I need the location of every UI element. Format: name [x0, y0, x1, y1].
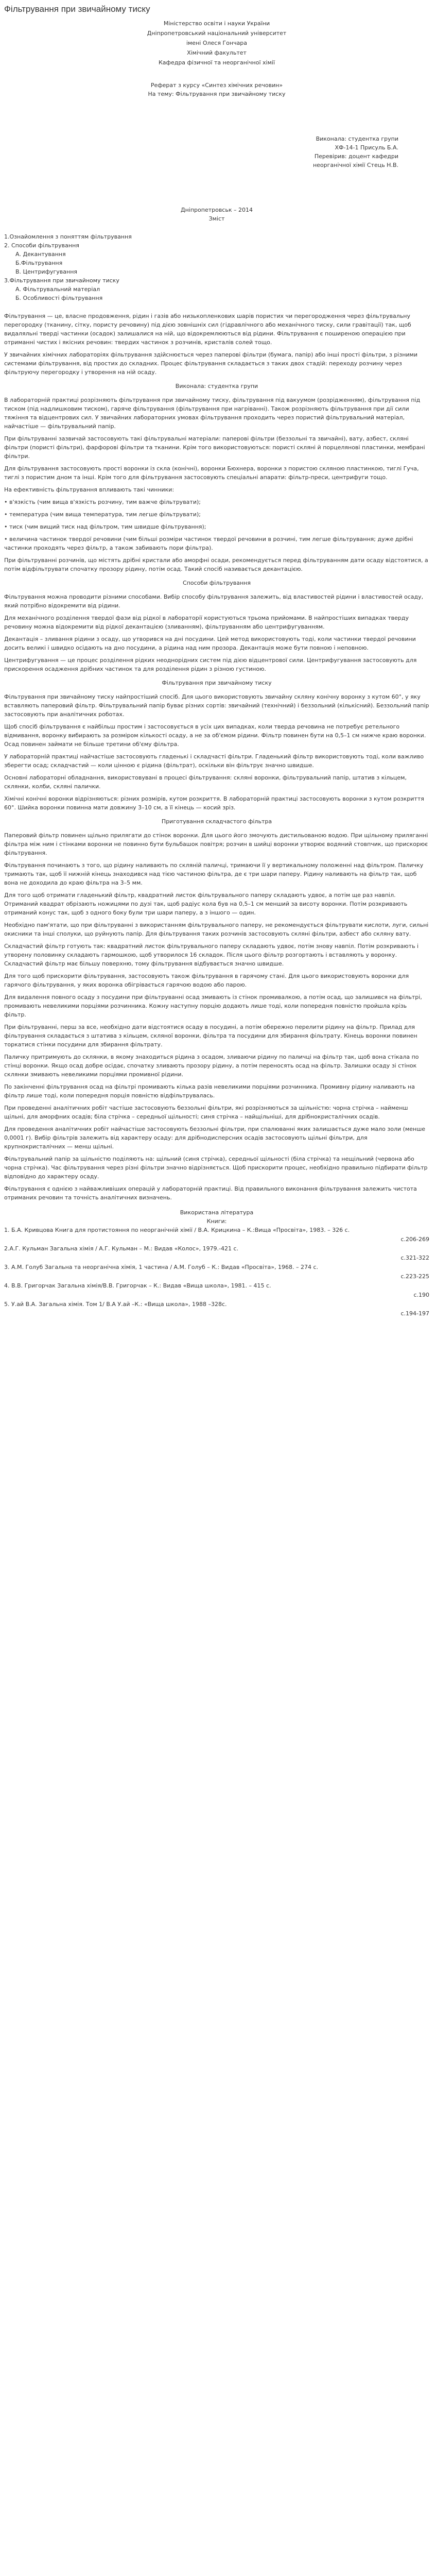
- toc-item: Б.Фільтрування: [15, 260, 63, 266]
- paragraph: У звичайних хімічних лабораторіях фільтрування здійснюється через паперові фільтри (бумага, папір) або інші прості фільтри, з різними системами фільтрування, від простих до складних. Процес фільтрування складається з таких двох стадій: переходу розчину через фільтруючу перегородку і утворення на ній осаду.: [4, 351, 417, 376]
- paragraph: Для того щоб отримати гладенький фільтр, квадратний листок фільтрувального паперу складають удвоє, а потім ще раз навпіл. Отриманий квадрат обрізають ножицями по дузі так, щоб радіус кола був на 0,5–1 см менший за висоту воронки. Потім розкривають отриманий конус так, щоб з одного боку були три шари паперу, а з іншого — один.: [4, 892, 408, 916]
- paragraph: В лабораторній практиці розрізняють фільтрування при звичайному тиску, фільтрування під вакуумом (розрідженням), фільтрування під тиском (під надлишковим тиском), гаряче фільтрування (фільтрування при нагріванні). Також розрізняють фільтрування при дії сили тяжіння та відцентрових сил. У звичайних лабораторних умовах фільтрування проходить через пористий фільтрувальний матеріал, найчастіше — фільтрувальний папір.: [4, 397, 421, 430]
- report-course: Реферат з курсу «Синтез хімічних речовин»: [150, 82, 283, 89]
- author-line-3: Перевірив: доцент кафедри: [314, 153, 398, 160]
- author-block: [4, 134, 429, 170]
- paragraph: При фільтруванні зазвичай застосовують такі фільтрувальні матеріали: паперові фільтри (беззольні та звичайні), вату, азбест, скляні фільтри (пористі фільтри), фарфорові фільтри та тканини. Крім того використовуються: пористі скляні й порцелянові пластинки, мембрані фільтри.: [4, 435, 425, 460]
- department-line: Кафедра фізичної та неорганічної хімії: [158, 59, 275, 66]
- reference-pages: с.190: [413, 1292, 429, 1298]
- toc-item: А. Декантування: [15, 251, 66, 258]
- section-heading: Приготування складчастого фільтра: [161, 818, 272, 825]
- report-topic: На тему: Фільтрування при звичайному тиску: [148, 91, 286, 97]
- paragraph: • температура (чим вища температура, тим легше фільтрувати);: [4, 511, 201, 518]
- report-block: [4, 81, 429, 98]
- paragraph: Центрифугування — це процес розділення рідких неоднорідних систем під дією відцентрової сили. Центрифугування застосовують для прискорення осадження дрібних частинок та для розділення рідин з різною густиною.: [4, 657, 417, 672]
- section-heading: Фільтрування при звичайному тиску: [162, 680, 272, 686]
- reference-pages: с.206-269: [400, 1236, 429, 1243]
- author-line-2: ХФ-14-1 Присуль Б.А.: [335, 144, 398, 151]
- paragraph: Фільтрування можна проводити різними способами. Вибір способу фільтрування залежить, від властивостей рідини і властивостей осаду, який потрібно відокремити від рідини.: [4, 594, 424, 609]
- paragraph: При фільтруванні розчинів, що містять дрібні кристали або аморфні осади, рекомендується перед фільтруванням дати осаду відстоятися, а потім відфільтрувати спочатку прозору рідину, потім осад. Такий спосіб називається декантацією.: [4, 557, 428, 572]
- toc-item: 2. Способи фільтрування: [4, 242, 79, 249]
- paragraph: Необхідно пам'ятати, що при фільтруванні з використанням фільтрувального паперу, не рекомендується фільтрувати кислоти, луги, сильні окисники та інші сполуки, що руйнують папір. Для фільтрування таких розчинів застосовують скляні фільтри, азбест або скляну вату.: [4, 922, 429, 937]
- reference-pages: с.194-197: [400, 1310, 429, 1317]
- city-year-block: [4, 206, 429, 223]
- paragraph: • величина частинок твердої речовини (чим більші розміри частинок твердої речовини в розчині, тим легше фільтрування; дуже дрібні частинки проходять через фільтр, а також забивають пори фільтра).: [4, 536, 413, 551]
- paragraph: При фільтруванні, перш за все, необхідно дати відстоятися осаду в посудині, а потім обережно перелити рідину на фільтр. Прилад для фільтрування складається з штатива з кільцем, скляної воронки, фільтра та посудини для збирання фільтрату. Кінець воронки повинен торкатися стінки посудини для збирання фільтрату.: [4, 1024, 417, 1048]
- paragraph: Фільтрування є однією з найважливіших операцій у лабораторній практиці. Від правильного виконання фільтрування залежить чистота отриманих речовин та точність аналітичних визначень.: [4, 1185, 417, 1201]
- toc-item: 3.Фільтрування при звичайному тиску: [4, 277, 119, 284]
- paragraph: Для механічного розділення твердої фази від рідкої в лабораторії користуються трьома прийомами. В найпростіших випадках тверду речовину можна відокремити від рідкої декантацією (зливанням), фільтруванням або центрифугуванням.: [4, 615, 409, 630]
- paragraph: Для того щоб прискорити фільтрування, застосовують також фільтрування в гарячому стані. Для цього використовують воронки для гарячого фільтрування, у яких воронка обігрівається гарячою водою або парою.: [4, 973, 409, 988]
- page-title: Фільтрування при звичайному тиску: [4, 4, 150, 14]
- toc-item: В. Центрифугування: [15, 268, 78, 275]
- paragraph: • в'язкість (чим вища в'язкість розчину, тим важче фільтрувати);: [4, 499, 201, 505]
- references-subheading: Книги:: [206, 1218, 227, 1225]
- references: [4, 1208, 429, 1318]
- paragraph: Фільтрувальний папір за щільністю поділяють на: щільний (синя стрічка), середньої щільності (біла стрічка) та нещільний (червона або чорна стрічка). Час фільтрування через різні фільтри значно відрізняється. Щоб прискорити процес, необхідно правильно підбирати фільтр відповідно до характеру осаду.: [4, 1156, 428, 1180]
- paragraph: Фільтрування починають з того, що рідину наливають по скляній паличці, тримаючи її у вертикальному положенні над фільтром. Паличку тримають так, щоб її нижній кінець знаходився над тією частиною фільтра, де є три шари паперу. Рідину наливають на фільтр так, щоб вона не доходила до краю фільтра на 3–5 мм.: [4, 862, 424, 886]
- document-body: [4, 19, 429, 1318]
- reference-item: 2.А.Г. Кульман Загальна хімія / А.Г. Кульман – М.: Видав «Колос», 1979.-421 с.: [4, 1245, 239, 1252]
- paragraph: Для фільтрування застосовують прості воронки із скла (конічні), воронки Бюхнера, воронки з пористою скляною пластинкою, тиглі Гуча, тиглі з пористим дном та інші. Крім того для фільтрування застосовують спеціальні апарати: фільтр-преси, центрифуги тощо.: [4, 465, 419, 481]
- reference-item: 4. В.В. Григорчак Загальна хімія/В.В. Григорчак – К.: Видав «Вища школа», 1981. – 415 с.: [4, 1282, 271, 1289]
- paragraph: Для проведення аналітичних робіт найчастіше застосовують беззольні фільтри, при спалюванні яких залишається дуже мало золи (менше 0,0001 г). Вибір фільтрів залежить від характеру осаду: для дрібнодисперсних осадів застосовують щільні фільтри, для крупнокристалічних — менш щільні.: [4, 1126, 426, 1150]
- paragraph: Паличку притримують до склянки, в якому знаходиться рідина з осадом, зливаючи рідину по паличці на фільтр так, щоб вона стікала по стінці воронки. Якщо осад добре осідає, спочатку зливають прозору рідину, а потім переносять осад на фільтр. Залишки осаду зі стінок склянки змивають невеликими порціями промивної рідини.: [4, 1054, 419, 1078]
- section-heading: Виконала: студентка групи: [175, 383, 258, 389]
- references-list: [4, 1226, 429, 1318]
- paragraph: Фільтрування при звичайному тиску найпростіший спосіб. Для цього використовують звичайну скляну конічну воронку з кутом 60°, у яку вставляють паперовий фільтр. Фільтрувальний папір буває різних сортів: звичайний (технічний) і беззольний (кількісний). Беззольний папір застосовують при аналітичних роботах.: [4, 693, 429, 718]
- faculty-line: Хімічний факультет: [187, 49, 247, 56]
- references-heading: Використана література: [180, 1209, 254, 1216]
- reference-pages: с.223-225: [400, 1273, 429, 1280]
- paragraph: Для видалення повного осаду з посудини при фільтруванні осад змивають із стінок промивалкою, а потім осад, що залишився на фільтрі, промивають невеликими порціями розчинника. Кожну наступну порцію додають лише тоді, коли попередня повністю пройшла крізь фільтр.: [4, 994, 422, 1018]
- university-line: Дніпропетровський національний університет: [147, 30, 287, 37]
- reference-item: 1. Б.А. Кривцова Книга для протистояння по неорганічній хімії / В.А. Крицкина – К.:Вища «Проcвіта», 1983. – 326 с.: [4, 1227, 350, 1233]
- paragraph: При проведенні аналітичних робіт частіше застосовують беззольні фільтри, які розрізняються за щільністю: чорна стрічка – найменш щільні, для аморфних осадів; біла стрічка – середньої щільності; синя стрічка – найщільніші, для дрібнокристалічних осадів.: [4, 1105, 408, 1120]
- city-year: Дніпропетровськ – 2014: [181, 207, 253, 213]
- paragraph: Фільтрування — це, власне продовження, рідин і газів або низькопленкових шарів пористих чи перегородження через фільтрувальну перегородку (тканину, сітку, пористу речовину) під дією зовнішніх сил (гідравлічного або механічного тиску, сили гравітації) так, щоб видаляльні тверді частинки (осадок) залишалися на ній, що відокремлюються від рідини. Фільтрування є поширеною операцією при отриманні чистих і якісних речовин: твердих частинок з розчинів, кристалів солей тощо.: [4, 313, 411, 346]
- paragraph: Хімічні конічні воронки відрізняються: різних розмірів, кутом розкриття. В лабораторній практиці застосовують воронки з кутом розкриття 60°. Шийка воронки повинна мати довжину 3–10 см, а її кінець — косий зріз.: [4, 795, 424, 811]
- university-name-line: імені Олеся Гончара: [186, 40, 248, 46]
- paragraph: Основні лабораторні обладнання, використовувані в процесі фільтрування: скляні воронки, фільтрувальний папір, штатив з кільцем, склянки, колби, скляні палички.: [4, 774, 407, 790]
- paragraph: На ефективність фільтрування впливають такі чинники:: [4, 486, 175, 493]
- paragraph: Декантація – зливання рідини з осаду, що утворився на дні посудини. Цей метод використовують тоді, коли частинки твердої речовини досить великі і швидко осідають на дно посудини, а рідина над ним прозора. Декантація може бути повною і неповною.: [4, 636, 416, 651]
- paragraph: У лабораторній практиці найчастіше застосовують гладенькі і складчасті фільтри. Гладенький фільтр використовують тоді, коли важливо зберегти осад; складчастий — коли цінною є рідина (фільтрат), оскільки він фільтрує значно швидше.: [4, 753, 424, 769]
- paragraph: Складчастий фільтр готують так: квадратний листок фільтрувального паперу складають удвоє, потім знову навпіл. Потім розкривають і утворену половинку складають гармошкою, щоб утворилося 16 складок. Після цього фільтр розгортають і вставляють у воронку. Складчастий фільтр має більшу поверхню, тому фільтрування відбувається значно швидше.: [4, 943, 419, 967]
- institution-header: [4, 19, 429, 67]
- toc-item: Б. Особливості фільтрування: [15, 295, 103, 301]
- paragraph: • тиск (чим вищий тиск над фільтром, тим швидше фільтрування);: [4, 523, 206, 530]
- paragraph: Паперовий фільтр повинен щільно прилягати до стінок воронки. Для цього його змочують дистильованою водою. При щільному приляганні фільтра між ним і стінками воронки не повинно бути бульбашок повітря; розчин в шийці воронки утворює водяний стовпчик, що прискорює фільтрування.: [4, 832, 428, 856]
- paragraph: По закінченні фільтрування осад на фільтрі промивають кілька разів невеликими порціями розчинника. Промивну рідину наливають на фільтр лише тоді, коли попередня порція повністю відфільтрувалась.: [4, 1083, 415, 1099]
- section-heading: Способи фільтрування: [183, 580, 251, 586]
- main-text: [4, 312, 429, 1202]
- reference-pages: с.321-322: [400, 1255, 429, 1261]
- paragraph: Щоб спосіб фільтрування є найбільш простим і застосовується в усіх цих випадках, коли тверда речовина не потребує ретельного відмивання, воронку вибирають за розміром кількості осаду, а не за об'ємом рідини. Фільтр повинен бути на 0,5–1 см нижче краю воронки. Осад повинен займати не більше третини об'єму фільтра.: [4, 723, 426, 748]
- ministry-line: Міністерство освіти і науки України: [163, 20, 270, 27]
- author-line-4: неорганічної хімії Стець Н.В.: [312, 162, 398, 168]
- contents-heading: Зміст: [208, 215, 225, 222]
- table-of-contents: [4, 232, 429, 302]
- author-line-1: Виконала: студентка групи: [316, 135, 398, 142]
- reference-item: 3. А.М. Голуб Загальна та неорганічна хімія, 1 частина / А.М. Голуб – К.: Видав «Просвіта», 1968. – 274 с.: [4, 1264, 319, 1270]
- toc-item: А. Фільтрувальний матеріал: [15, 286, 100, 293]
- reference-item: 5. У.ай В.А. Загальна хімія. Том 1/ В.А У.ай –К.: «Вища школа», 1988 –328с.: [4, 1301, 227, 1308]
- toc-item: 1.Ознайомлення з поняттям фільтрування: [4, 233, 132, 240]
